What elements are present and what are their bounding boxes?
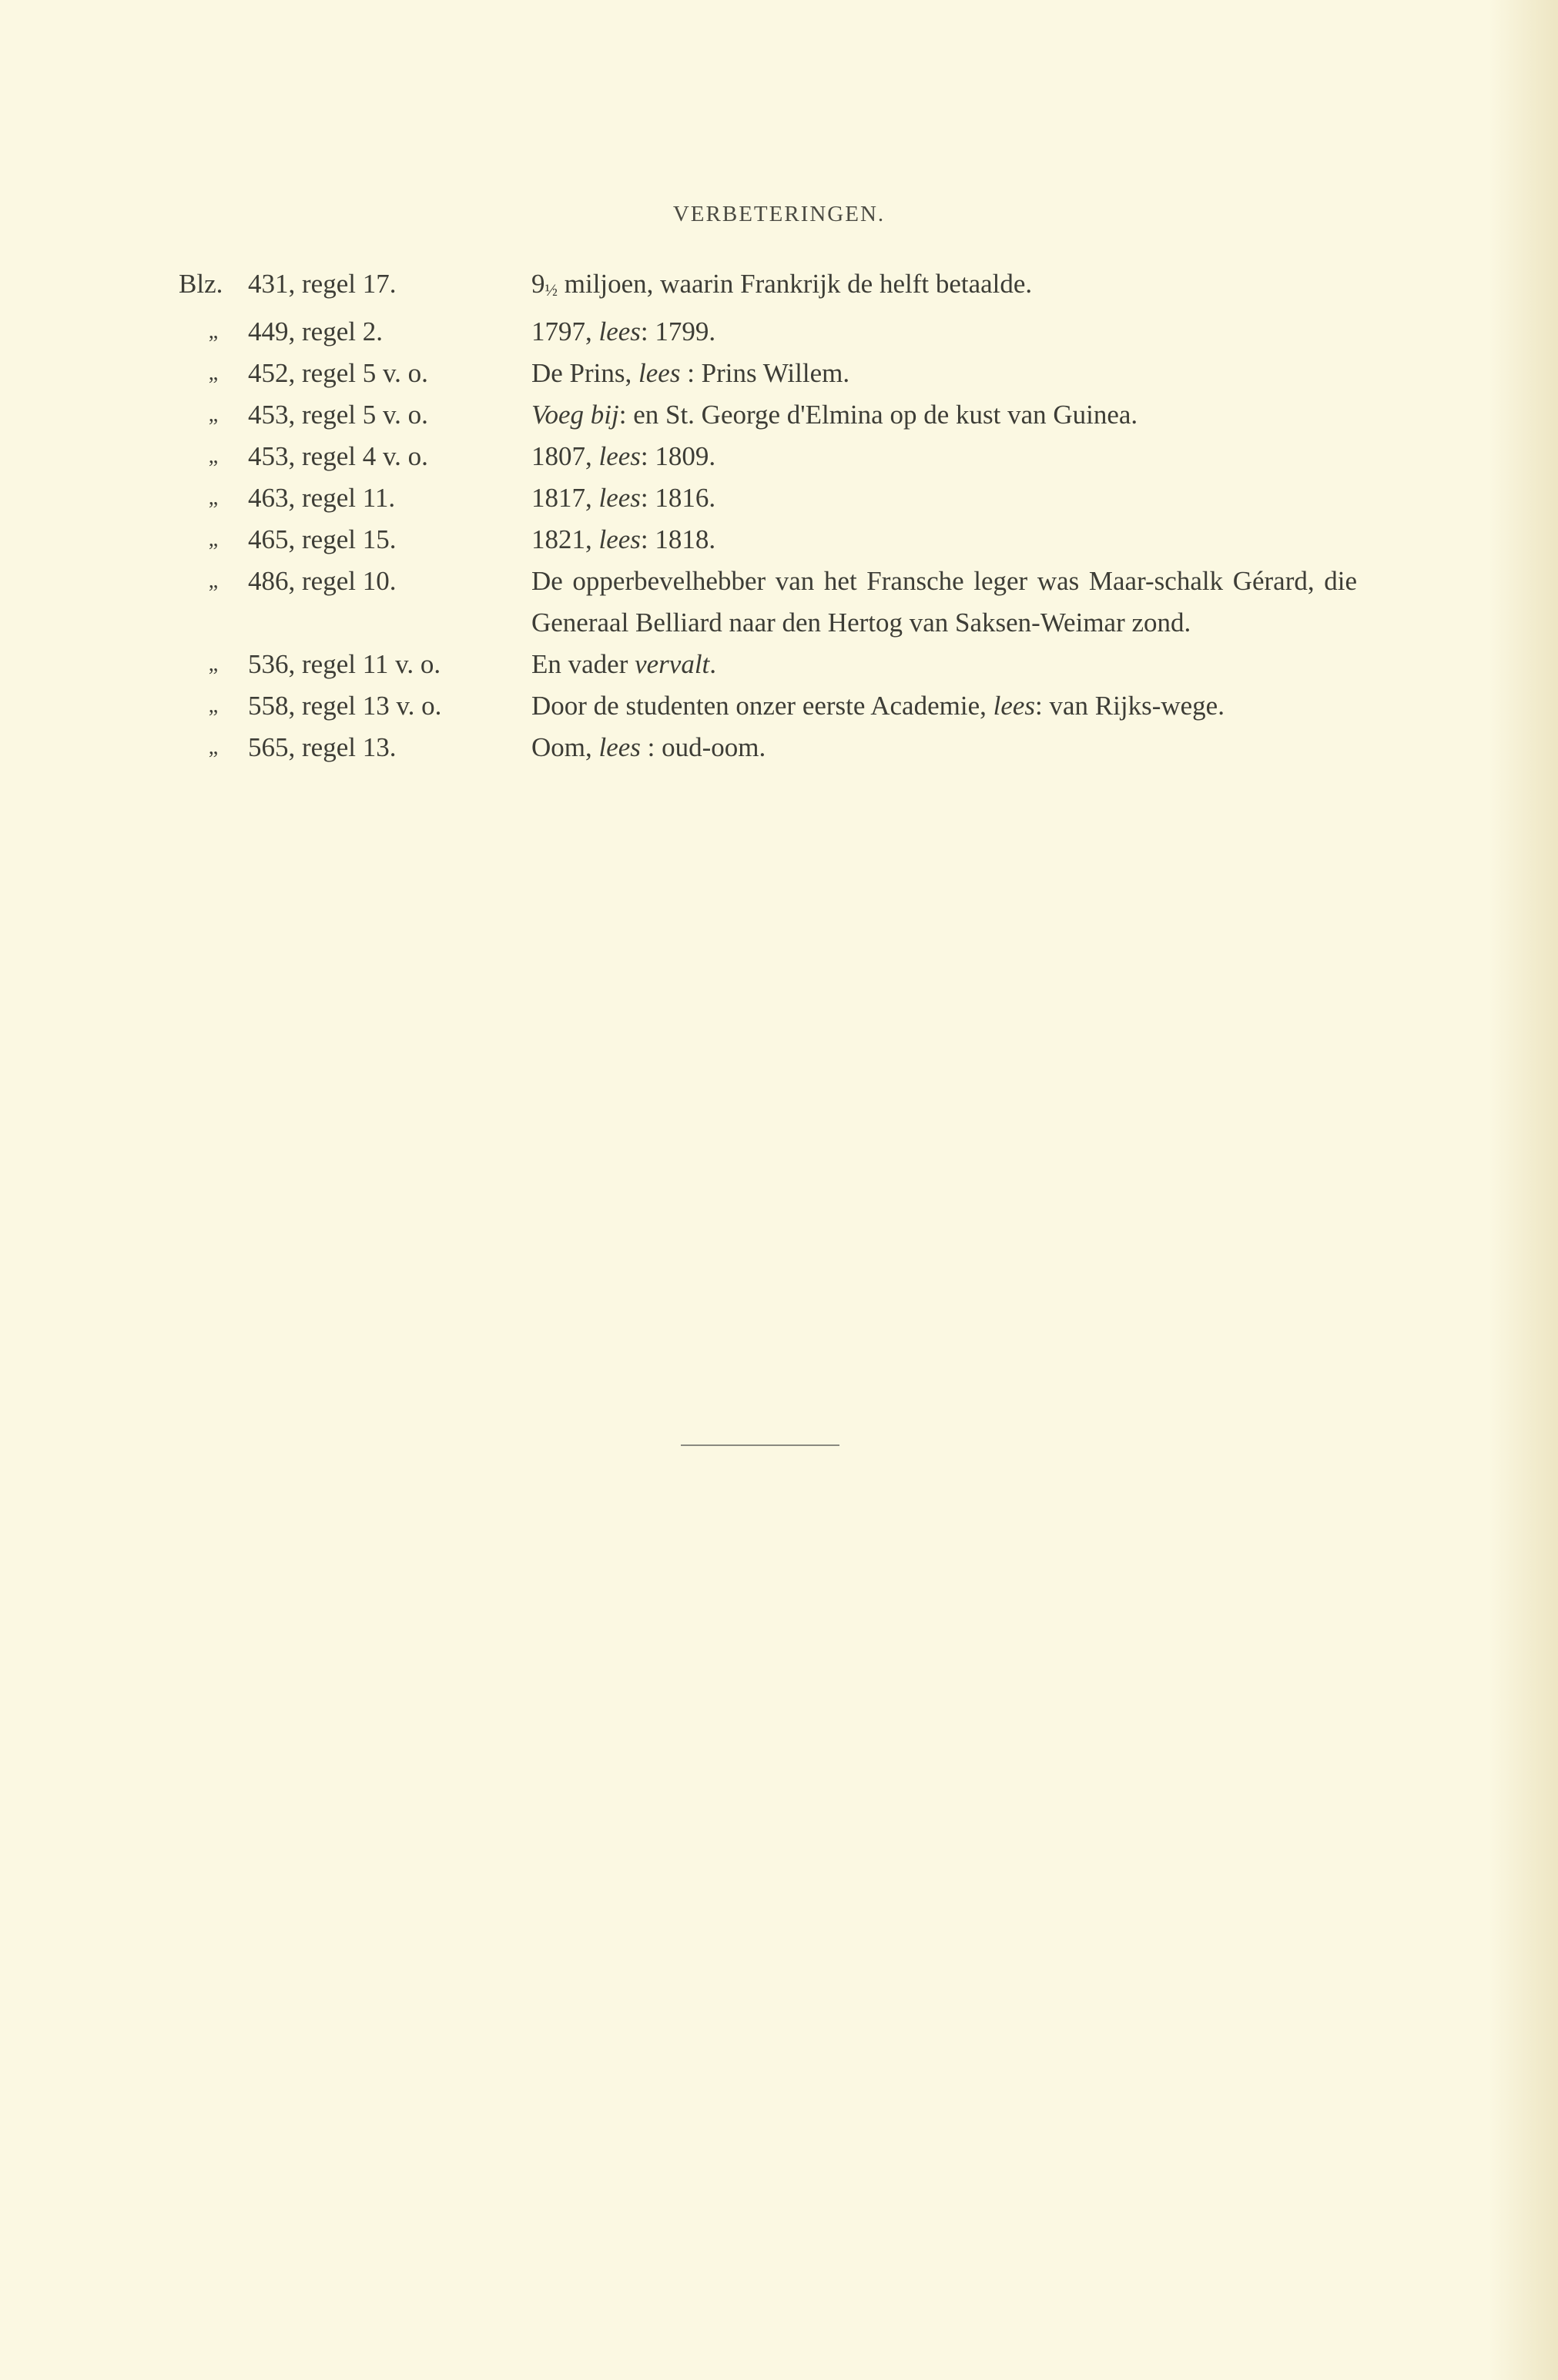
errata-reference <box>179 394 531 436</box>
ditto-mark: „ <box>208 735 219 759</box>
ditto-mark: „ <box>208 694 219 718</box>
errata-reference <box>179 727 531 768</box>
page-title: VERBETERINGEN. <box>672 202 886 226</box>
errata-reference <box>179 561 531 644</box>
page-line-location: 558, regel 13 v. o. <box>248 691 442 721</box>
errata-reference <box>179 263 531 311</box>
correction-text: Voeg bij: en St. George d'Elmina op de kust van Guinea. <box>531 400 1138 430</box>
errata-reference <box>179 311 531 353</box>
errata-reference <box>179 436 531 477</box>
errata-reference <box>179 477 531 519</box>
ditto-mark: „ <box>208 320 219 343</box>
page-line-location: 449, regel 2. <box>248 316 383 346</box>
errata-entry <box>179 685 1357 727</box>
page-line-location: 452, regel 5 v. o. <box>248 358 428 388</box>
errata-list <box>179 263 1357 768</box>
ditto-mark: „ <box>208 527 219 551</box>
correction-text: 1817, lees: 1816. <box>531 483 716 513</box>
errata-entry <box>179 311 1357 353</box>
page-line-location: 453, regel 5 v. o. <box>248 400 428 430</box>
errata-reference <box>179 353 531 394</box>
correction-text: Door de studenten onzer eerste Academie, lees: van Rijks-wege. <box>531 691 1225 721</box>
errata-entry <box>179 727 1357 768</box>
closing-rule <box>681 1444 839 1446</box>
errata-entry <box>179 644 1357 685</box>
correction-text: 1821, lees: 1818. <box>531 524 716 554</box>
errata-entry <box>179 477 1357 519</box>
correction-text: Oom, lees : oud-oom. <box>531 732 766 762</box>
ditto-mark: „ <box>208 361 219 385</box>
ditto-mark: „ <box>208 486 219 510</box>
page-line-location: 453, regel 4 v. o. <box>248 441 428 471</box>
correction-text: De Prins, lees : Prins Willem. <box>531 358 850 388</box>
errata-entry <box>179 394 1357 436</box>
ditto-mark: „ <box>208 569 219 593</box>
errata-entry <box>179 353 1357 394</box>
errata-entry <box>179 561 1357 644</box>
correction-text: $9_{\frac{1}{2}}$ miljoen, waarin Frankrijk de helft betaalde. <box>531 269 1033 300</box>
page-line-location: 431, regel 17. <box>248 269 397 299</box>
ditto-mark: „ <box>208 444 219 468</box>
correction-text: 1797, lees: 1799. <box>531 316 716 346</box>
page-edge-shadow <box>1489 0 1558 2380</box>
page-line-location: 463, regel 11. <box>248 483 396 513</box>
ditto-mark: „ <box>208 403 219 427</box>
errata-entry <box>179 263 1357 311</box>
correction-text: 1807, lees: 1809. <box>531 441 716 471</box>
blz-label: Blz. <box>179 269 223 299</box>
page-line-location: 565, regel 13. <box>248 732 397 762</box>
errata-reference <box>179 644 531 685</box>
errata-reference <box>179 685 531 727</box>
page-line-location: 465, regel 15. <box>248 524 397 554</box>
page-line-location: 536, regel 11 v. o. <box>248 649 441 679</box>
errata-entry <box>179 519 1357 561</box>
page-line-location: 486, regel 10. <box>248 566 397 596</box>
correction-text: De opperbevelhebber van het Fransche leger was Maar-schalk Gérard, die Generaal Belliard naar den Hertog van Saksen-Weimar zond. <box>531 566 1357 638</box>
errata-entry <box>179 436 1357 477</box>
errata-reference <box>179 519 531 561</box>
ditto-mark: „ <box>208 652 219 676</box>
correction-text: En vader vervalt. <box>531 649 717 679</box>
